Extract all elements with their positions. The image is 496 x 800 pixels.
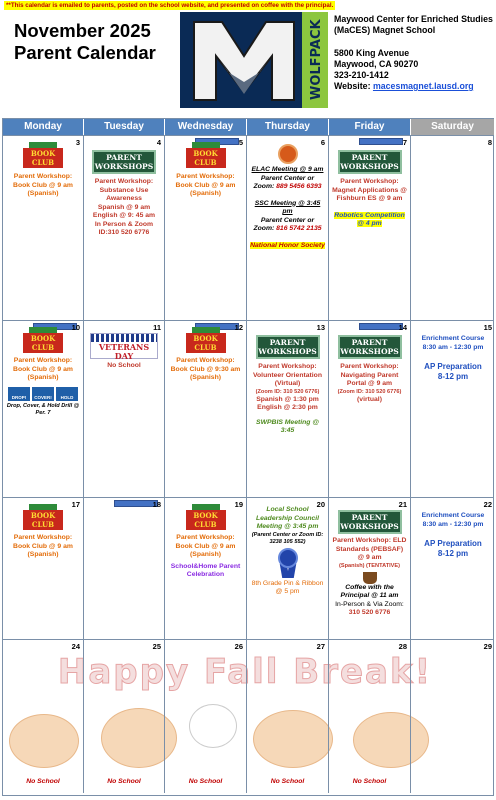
book-club-label: BOOK CLUB xyxy=(23,148,63,168)
day-cell xyxy=(329,640,411,793)
veterans-day-icon xyxy=(90,333,158,359)
event-text: Enrichment Course xyxy=(421,512,485,519)
event-text: Parent Workshop: Substance Use Awareness xyxy=(94,178,154,202)
event-text: No School xyxy=(107,362,141,369)
coffee-cup-icon xyxy=(363,572,377,584)
event-text: (Spanish) xyxy=(190,551,221,558)
day-number: 6 xyxy=(320,138,325,147)
event-text: 8-12 pm xyxy=(437,372,469,381)
book-club-label: BOOK CLUB xyxy=(186,333,226,353)
day-header-wednesday: Wednesday xyxy=(165,119,247,135)
event-text: Parent Workshop: Magnet Applications @ Fishburn ES @ 9 am xyxy=(332,178,407,202)
calendar-grid xyxy=(2,118,494,796)
week-row-4 xyxy=(3,639,493,793)
day-number: 22 xyxy=(483,500,492,509)
event-text xyxy=(247,175,328,192)
school-phone: 323-210-1412 xyxy=(334,70,389,80)
zoom-id: 889 5456 6393 xyxy=(276,183,322,190)
elac-badge-icon xyxy=(278,144,298,164)
day-cell xyxy=(84,136,165,320)
day-header-friday: Friday xyxy=(329,119,411,135)
day-cell xyxy=(84,498,165,639)
event-text: School&Home Parent Celebration xyxy=(170,562,241,578)
event-text: In Person & Zoom ID:310 520 6776 xyxy=(94,220,154,236)
event-text: Parent Center or Zoom: xyxy=(253,174,315,190)
day-cell xyxy=(329,498,411,639)
day-number: 11 xyxy=(153,323,161,332)
book-club-label: BOOK CLUB xyxy=(186,510,226,530)
ribbon-icon xyxy=(278,548,298,578)
book-club-icon xyxy=(21,327,65,353)
school-info xyxy=(334,14,494,92)
day-number: 12 xyxy=(234,323,243,332)
event-text: Enrichment Course xyxy=(421,335,485,342)
day-cell xyxy=(411,640,495,793)
day-cell xyxy=(165,640,247,793)
book-club-icon xyxy=(184,142,228,168)
day-header-tuesday: Tuesday xyxy=(84,119,165,135)
day-number: 5 xyxy=(238,138,243,147)
day-cell xyxy=(247,640,329,793)
day-cell xyxy=(3,321,84,497)
book-club-label: BOOK CLUB xyxy=(23,333,63,353)
event-text: (Spanish) xyxy=(190,374,221,381)
event-text: Robotics Competition @ 4 pm xyxy=(334,211,405,227)
day-header-thursday: Thursday xyxy=(247,119,329,135)
book-club-icon xyxy=(21,142,65,168)
event-text: Parent Workshop: Book Club @ 9 am xyxy=(175,173,236,189)
page-title: November 2025 Parent Calendar xyxy=(14,20,156,63)
parent-workshops-icon: PARENT WORKSHOPS xyxy=(256,335,320,359)
day-number: 25 xyxy=(152,642,161,651)
event-text: In-Person & Via Zoom: xyxy=(335,600,404,608)
book-club-icon xyxy=(21,504,65,530)
day-cell xyxy=(3,640,84,793)
book-club-icon xyxy=(184,504,228,530)
event-text: Parent Workshop: Book Club @ 9 am xyxy=(13,534,73,550)
event-text: (Zoom ID: 310 520 6776) xyxy=(255,388,320,395)
day-number: 4 xyxy=(156,138,161,147)
event-text: Coffee with the Principal @ 11 am xyxy=(340,583,399,599)
day-cell xyxy=(84,321,165,497)
event-text: (Spanish) xyxy=(27,374,59,381)
event-text: 8-12 pm xyxy=(437,549,469,558)
day-number: 29 xyxy=(483,642,492,651)
event-text: Parent Workshop: Book Club @ 9 am xyxy=(175,534,236,550)
event-text: 8:30 am - 12:30 pm xyxy=(422,343,484,351)
day-cell xyxy=(411,136,495,320)
event-text: Parent Workshop: Volunteer Orientation (Virtual) xyxy=(253,363,322,387)
day-cell xyxy=(247,321,329,497)
day-number: 17 xyxy=(71,500,80,509)
no-school-label: No School xyxy=(188,778,223,785)
day-cell xyxy=(165,498,247,639)
drop-icon: DROP! xyxy=(8,387,30,401)
event-text: SWPBIS Meeting @ 3:45 xyxy=(256,418,319,434)
veterans-day-label: VETERANS DAY xyxy=(98,342,150,361)
event-text: AP Preparation xyxy=(424,539,482,548)
week-row-1 xyxy=(3,135,493,320)
day-header-saturday: Saturday xyxy=(411,119,495,135)
event-text: (virtual) xyxy=(357,395,382,403)
event-text: (Spanish) xyxy=(27,551,59,558)
day-header-monday: Monday xyxy=(3,119,84,135)
day-number: 24 xyxy=(71,642,80,651)
day-number: 14 xyxy=(398,323,407,332)
day-number: 19 xyxy=(234,500,243,509)
zoom-id: 310 520 6776 xyxy=(348,609,391,616)
header-bar xyxy=(359,323,403,330)
event-text: ELAC Meeting @ 9 am xyxy=(251,166,324,173)
event-text: Parent Workshop: Book Club @ 9:30 am xyxy=(170,357,241,373)
event-text: English @ 9: 45 am xyxy=(92,212,156,219)
day-cell xyxy=(247,136,329,320)
day-cell xyxy=(411,321,495,497)
header-bar xyxy=(114,500,158,507)
no-school-label: No School xyxy=(107,778,141,785)
event-text: AP Preparation xyxy=(424,362,482,371)
event-text: National Honor Society xyxy=(250,241,325,249)
day-cell xyxy=(411,498,495,639)
event-text: English @ 2:30 pm xyxy=(257,404,318,411)
event-text: 8th Grade Pin & Ribbon @ 5 pm xyxy=(251,579,324,595)
school-name: Maywood Center for Enriched Studies (MaCES) Magnet School xyxy=(334,14,493,35)
parent-workshops-icon: PARENT WORKSHOPS xyxy=(338,335,402,359)
event-text: SSC Meeting @ 3:45 pm xyxy=(254,199,321,215)
book-club-label: BOOK CLUB xyxy=(23,510,63,530)
event-text: (Spanish) (TENTATIVE) xyxy=(338,562,400,569)
book-club-label: BOOK CLUB xyxy=(186,148,226,168)
school-logo xyxy=(180,12,328,108)
day-number: 10 xyxy=(71,323,80,332)
parent-workshops-icon: PARENT WORKSHOPS xyxy=(338,510,402,534)
school-city: Maywood, CA 90270 xyxy=(334,59,419,69)
event-text: 8:30 am - 12:30 pm xyxy=(422,520,484,528)
event-text: Spanish @ 9 am xyxy=(97,203,151,211)
day-number: 7 xyxy=(402,138,407,147)
event-text: Parent Workshop: Book Club @ 9 am xyxy=(13,173,73,189)
day-cell xyxy=(3,498,84,639)
event-text: Parent Workshop: Book Club @ 9 am xyxy=(13,357,73,373)
day-number: 21 xyxy=(398,500,407,509)
day-number: 15 xyxy=(483,323,492,332)
top-note: **This calendar is emailed to parents, posted on the school website, and presented on coffee with the principal. xyxy=(6,2,334,9)
parent-workshops-icon: PARENT WORKSHOPS xyxy=(338,150,402,174)
event-text: Parent Workshop: ELD Standards (PEBSAF) @ 9 am xyxy=(332,537,407,561)
book-club-icon xyxy=(184,327,228,353)
day-number: 26 xyxy=(234,642,243,651)
event-text: Drop, Cover, & Hold Drill @ Per. 7 xyxy=(6,402,80,416)
day-cell xyxy=(165,321,247,497)
parent-workshops-icon: PARENT WORKSHOPS xyxy=(92,150,156,174)
event-text: (Parent Center or Zoom ID: 3238 105 552) xyxy=(251,531,324,545)
week-row-3 xyxy=(3,497,493,639)
website-link[interactable]: macesmagnet.lausd.org xyxy=(372,81,474,91)
day-cell xyxy=(3,136,84,320)
event-text: (Zoom ID: 310 520 6776) xyxy=(337,388,402,395)
no-school-label: No School xyxy=(26,778,60,785)
day-cell xyxy=(84,640,165,793)
day-number: 18 xyxy=(152,500,161,509)
day-number: 8 xyxy=(487,138,492,147)
day-number: 13 xyxy=(316,323,325,332)
day-cell xyxy=(329,321,411,497)
day-cell xyxy=(329,136,411,320)
event-text xyxy=(247,217,328,234)
day-number: 27 xyxy=(316,642,325,651)
event-text: Local School Leadership Council Meeting @ 3:45 pm xyxy=(255,506,320,530)
event-text: Spanish @ 1:30 pm xyxy=(256,395,319,403)
day-cell xyxy=(247,498,329,639)
hold-on-icon: HOLD ON! xyxy=(56,387,78,401)
event-text: (Spanish) xyxy=(190,190,221,197)
school-street: 5800 King Avenue xyxy=(334,48,410,58)
weekday-header xyxy=(3,119,493,135)
day-number: 3 xyxy=(75,138,80,147)
event-text: Parent Center or Zoom: xyxy=(253,216,315,232)
no-school-label: No School xyxy=(352,778,387,785)
event-text: Parent Workshop: Navigating Parent Portal @ 9 am xyxy=(340,363,399,387)
week-row-2 xyxy=(3,320,493,497)
website-label: Website: xyxy=(334,81,371,91)
day-number: 28 xyxy=(398,642,407,651)
logo-wordmark: WOLFPACK xyxy=(309,19,324,100)
no-school-label: No School xyxy=(270,778,305,785)
day-cell xyxy=(165,136,247,320)
cover-icon: COVER! xyxy=(32,387,54,401)
header-bar xyxy=(359,138,403,145)
day-number: 20 xyxy=(316,500,325,509)
zoom-id: 816 5742 2135 xyxy=(276,225,322,232)
event-text: (Spanish) xyxy=(27,190,59,197)
fall-break-title: Happy Fall Break! xyxy=(57,652,433,692)
